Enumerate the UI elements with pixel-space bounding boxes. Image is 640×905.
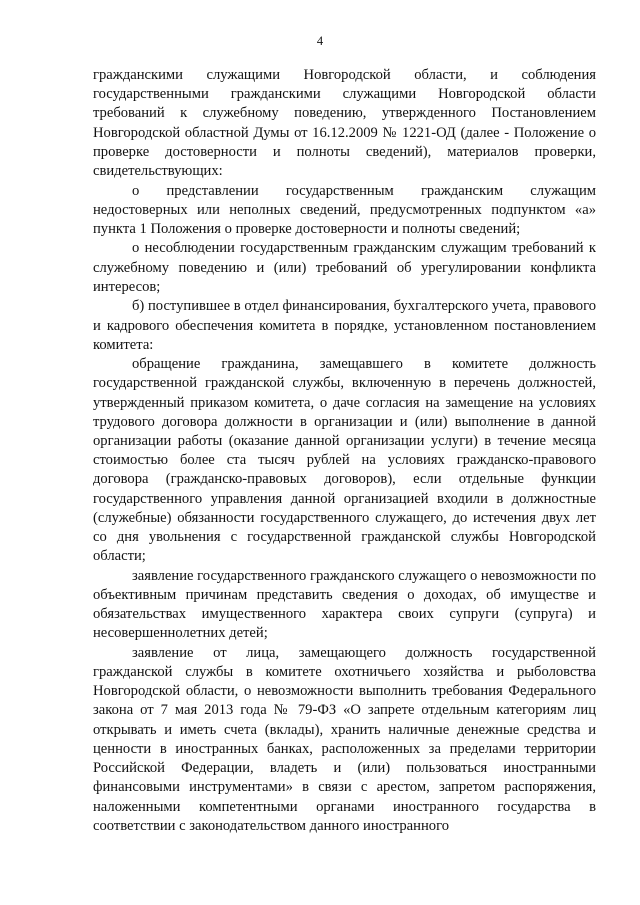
document-body xyxy=(93,66,596,836)
page-number: 4 xyxy=(316,34,324,48)
paragraph-continuation: гражданскими служащими Новгородской области, и соблюдения государственными гражданскими служащими Новгородской области требований к служебному поведению, утвержденного Постановлением Новгородской областной Думы от 16.12.2009 № 1221-ОД (далее - Положение о проверке достоверности и полноты сведений), материалов проверки, свидетельствующих: xyxy=(93,67,596,180)
paragraph-noncompliance: о несоблюдении государственным гражданским служащим требований к служебному поведению и (или) требований об урегулировании конфликта интересов; xyxy=(93,240,596,295)
paragraph-servant-statement: заявление государственного гражданского служащего о невозможности по объективным причинам представить сведения о доходах, об имуществе и обязательствах имущественного характера своих супруги (супруга) и несовершеннолетних детей; xyxy=(93,567,596,642)
paragraph-item-b: б) поступившее в отдел финансирования, бухгалтерского учета, правового и кадрового обеспечения комитета в порядке, установленном постановлением комитета: xyxy=(93,298,596,353)
paragraph-person-statement: заявление от лица, замещающего должность государственной гражданской службы в комитете охотничьего хозяйства и рыболовства Новгородской области, о невозможности выполнить требования Федерального закона от 7 мая 2013 года № 79-ФЗ «О запрете отдельным категориям лиц открывать и иметь счета (вклады), хранить наличные денежные средства и ценности в иностранных банках, расположенных за пределами территории Российской Федерации, владеть и (или) пользоваться иностранными финансовыми инструментами» в связи с арестом, запретом распоряжения, наложенными компетентными органами иностранного государства в соответствии с законодательством данного иностранного xyxy=(93,644,596,834)
paragraph-citizen-appeal: обращение гражданина, замещавшего в комитете должность государственной гражданской службы, включенную в перечень должностей, утвержденный приказом комитета, о даче согласия на замещение на условиях трудового договора должности в организации и (или) выполнение в данной организации работы (оказание данной организации услуги) в течение месяца стоимостью более ста тысяч рублей на условиях гражданско-правового договора (гражданско-правовых договоров), если отдельные функции государственного управления данной организацией входили в должностные (служебные) обязанности государственного служащего, до истечения двух лет со дня увольнения с государственной гражданской службы Новгородской области; xyxy=(93,356,596,565)
paragraph-false-information: о представлении государственным гражданским служащим недостоверных или неполных сведений, предусмотренных подпунктом «а» пункта 1 Положения о проверке достоверности и полноты сведений; xyxy=(93,182,596,237)
